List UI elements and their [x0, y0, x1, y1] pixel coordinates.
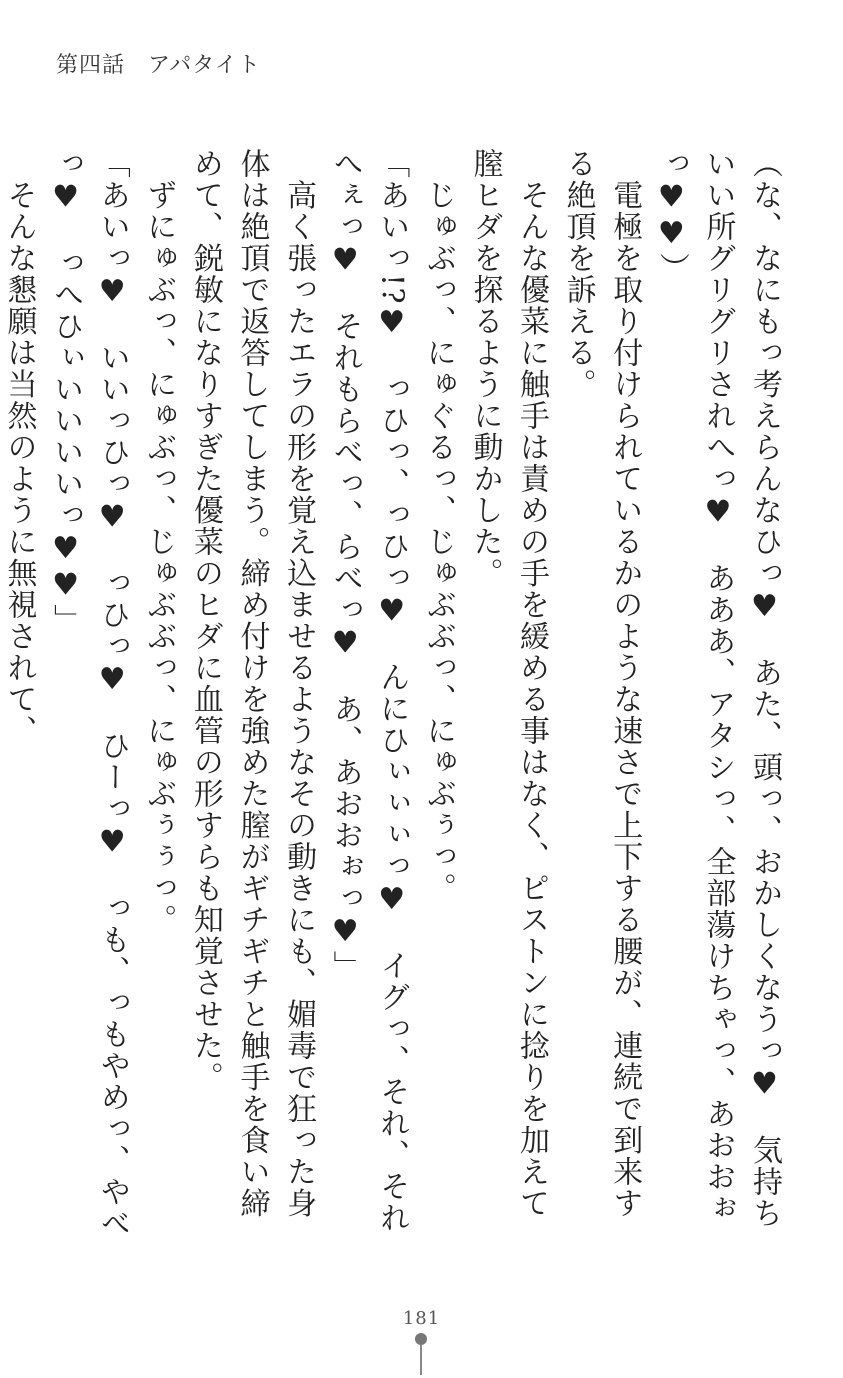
- paragraph: 「あいっ!?♥ っひっ、っひっ♥ んにひぃぃぃっ♥ イグっ、それ、それへぇっ♥ それもらべっ、らべっ♥ あ、あおおぉっ♥」: [327, 148, 410, 1234]
- body-text: [1, 148, 787, 1248]
- paragraph: 「あいっ♥ いいっひっ♥ っひっ♥ ひーっ♥ っも、っもやめっ、やべっ♥ っへひぃいいいいっ♥♥」: [48, 148, 130, 1239]
- paragraph: そんな懇願は当然のように無視されて、: [1, 148, 37, 747]
- paragraph: ずにゅぶっ、にゅぶっ、じゅぶぶっ、にゅぶぅぅっ。: [141, 148, 177, 936]
- paragraph: そんな優菜に触手は責めの手を緩める事はなく、ピストンに捻りを加えて膣ヒダを探るように動かした。: [467, 148, 550, 1219]
- paragraph: じゅぶっ、にゅぐるっ、じゅぶぶっ、にゅぶぅっ。: [420, 148, 456, 904]
- paragraph: 高く張ったエラの形を覚え込ませるようなその動きにも、媚毒で狂った身体は絶頂で返答してしまう。締め付けを強めた膣がギチギチと触手を食い締めて、鋭敏になりすぎた優菜のヒダに血管の形すらも知覚させた。: [187, 148, 317, 1219]
- page-marker-stem: [420, 1345, 422, 1375]
- running-head: 第四話 アパタイト: [56, 53, 261, 78]
- paragraph: （な、なにもっ考えらんなひっ♥ あた、頭っ、おかしくなうっ♥ 気持ちいい所グリグリされへっ♥ あああ、アタシっ、全部蕩けちゃっ、あおおぉっ♥♥）: [653, 148, 782, 1229]
- paragraph: 電極を取り付けられているかのような速さで上下する腰が、連続で到来する絶頂を訴える。: [560, 148, 643, 1219]
- page-marker-dot-icon: [415, 1333, 427, 1345]
- page-number: 181: [402, 1308, 441, 1329]
